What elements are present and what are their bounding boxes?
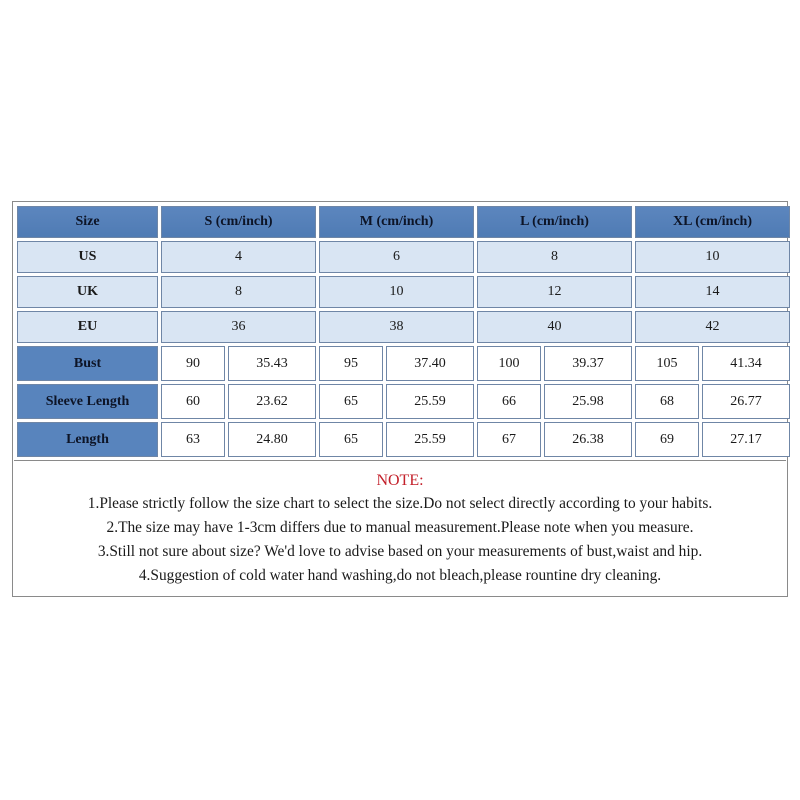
row-label: US — [17, 241, 158, 273]
inch-value-cell: 23.62 — [228, 384, 316, 419]
header-row — [17, 206, 790, 238]
row-label: UK — [17, 276, 158, 308]
cm-value-cell: 95 — [319, 346, 383, 381]
size-value-cell: 8 — [161, 276, 316, 308]
size-column-header: XL (cm/inch) — [635, 206, 790, 238]
cm-value-cell: 63 — [161, 422, 225, 457]
note-line: 4.Suggestion of cold water hand washing,do not bleach,please rountine dry cleaning. — [138, 567, 662, 584]
row-label: Length — [17, 422, 158, 457]
inch-value-cell: 25.59 — [386, 384, 474, 419]
cm-value-cell: 67 — [477, 422, 541, 457]
cm-value-cell: 105 — [635, 346, 699, 381]
cm-value-cell: 100 — [477, 346, 541, 381]
inch-value-cell: 41.34 — [702, 346, 790, 381]
cm-value-cell: 66 — [477, 384, 541, 419]
size-value-cell: 38 — [319, 311, 474, 343]
table-row — [17, 276, 790, 308]
size-value-cell: 40 — [477, 311, 632, 343]
size-header-cell: Size — [17, 206, 158, 238]
inch-value-cell: 39.37 — [544, 346, 632, 381]
size-value-cell: 42 — [635, 311, 790, 343]
size-value-cell: 6 — [319, 241, 474, 273]
table-row — [17, 346, 790, 381]
note-line: 1.Please strictly follow the size chart to select the size.Do not select directly according to your habits. — [87, 495, 713, 512]
notes-section — [14, 460, 786, 595]
size-chart — [12, 201, 788, 597]
cm-value-cell: 68 — [635, 384, 699, 419]
note-line: 3.Still not sure about size? We'd love to advise based on your measurements of bust,waist and hip. — [97, 543, 703, 560]
table-row — [17, 311, 790, 343]
inch-value-cell: 24.80 — [228, 422, 316, 457]
size-value-cell: 10 — [319, 276, 474, 308]
cm-value-cell: 90 — [161, 346, 225, 381]
cm-value-cell: 60 — [161, 384, 225, 419]
inch-value-cell: 37.40 — [386, 346, 474, 381]
inch-value-cell: 35.43 — [228, 346, 316, 381]
table-row — [17, 241, 790, 273]
size-value-cell: 10 — [635, 241, 790, 273]
row-label: Sleeve Length — [17, 384, 158, 419]
note-line: 2.The size may have 1-3cm differs due to manual measurement.Please note when you measure. — [106, 519, 694, 536]
row-label: Bust — [17, 346, 158, 381]
cm-value-cell: 65 — [319, 422, 383, 457]
size-value-cell: 4 — [161, 241, 316, 273]
inch-value-cell: 26.77 — [702, 384, 790, 419]
table-row — [17, 422, 790, 457]
inch-value-cell: 25.98 — [544, 384, 632, 419]
inch-value-cell: 25.59 — [386, 422, 474, 457]
inch-value-cell: 26.38 — [544, 422, 632, 457]
size-value-cell: 14 — [635, 276, 790, 308]
note-title: NOTE: — [376, 472, 424, 489]
inch-value-cell: 27.17 — [702, 422, 790, 457]
size-value-cell: 8 — [477, 241, 632, 273]
size-value-cell: 12 — [477, 276, 632, 308]
size-table — [14, 203, 793, 460]
table-row — [17, 384, 790, 419]
size-column-header: L (cm/inch) — [477, 206, 632, 238]
size-column-header: S (cm/inch) — [161, 206, 316, 238]
row-label: EU — [17, 311, 158, 343]
cm-value-cell: 69 — [635, 422, 699, 457]
size-column-header: M (cm/inch) — [319, 206, 474, 238]
cm-value-cell: 65 — [319, 384, 383, 419]
size-value-cell: 36 — [161, 311, 316, 343]
